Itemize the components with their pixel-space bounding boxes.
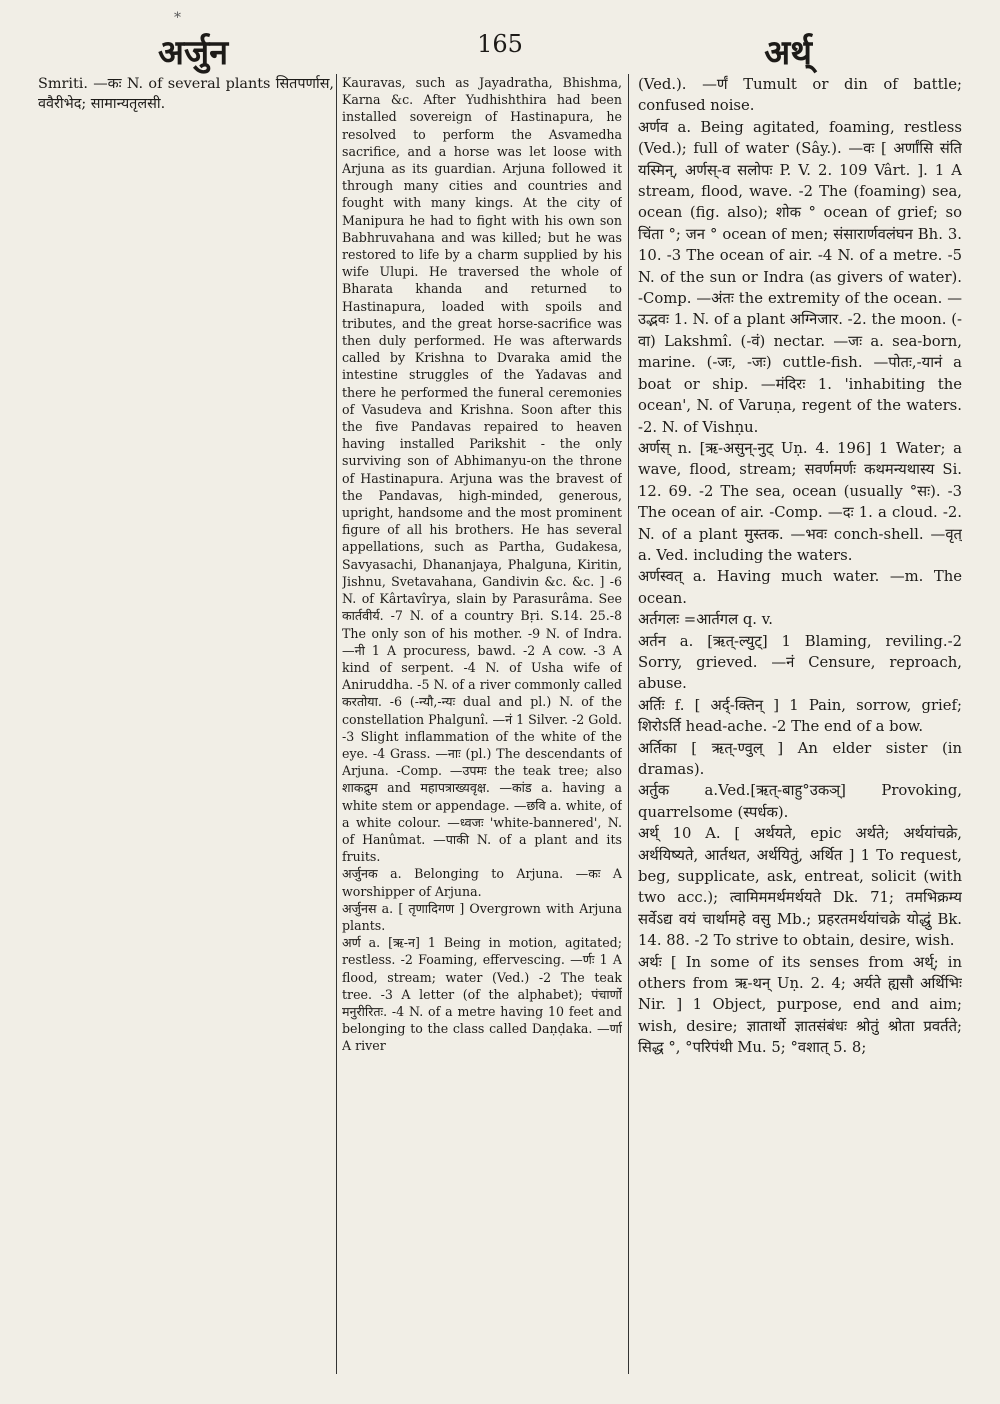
running-headword-left: अर्जुन bbox=[158, 33, 229, 73]
entry: अर्ण a. [ऋ-न] 1 Being in motion, agitated; restless. -2 Foaming, effervescing. —र्णः 1 A flood, stream; water (Ved.) -2 The teak tree. -3 A letter (of the alphabet); पंचार्णो मनुरीरितः. -4 N. of a metre having 10 feet and belonging to the class called Daṇḍaka. —र्णा A river bbox=[342, 935, 622, 1054]
column-3 bbox=[638, 74, 962, 1374]
page-number: 165 bbox=[477, 30, 523, 58]
entry: अर्तिका [ ऋत्-ण्वुल् ] An elder sister (in dramas). bbox=[638, 739, 962, 778]
entry: अर्जुनस a. [ तृणादिगण ] Overgrown with Arjuna plants. bbox=[342, 900, 622, 933]
entry: अर्थ् 10 A. [ अर्थयते, epic अर्थते; अर्थयांचक्रे, अर्थयिष्यते, आर्तथत, अर्थयितुं, अर्थित ] 1 To request, beg, supplicate, ask, entreat, solicit (with two acc.); त्वामिममर्थमर्थयते Dk. 71; तमभिक्रम्य सर्वेऽद्य वयं चार्थामहे वसु Mb.; प्रहरतमर्थयांचक्रे योद्धुं Bk. 14. 88. -2 To strive to obtain, desire, wish. bbox=[638, 825, 962, 950]
entry: अर्तुक a.Ved.[ऋत्-बाहु°उकञ्] Provoking, quarrelsome (स्पर्धक). bbox=[638, 782, 962, 821]
entry: (Ved.). —र्णं Tumult or din of battle; confused noise. bbox=[638, 76, 962, 115]
entry: अर्णस्वत् a. Having much water. —m. The ocean. bbox=[638, 568, 962, 607]
page-header bbox=[38, 10, 962, 74]
column-divider bbox=[628, 74, 629, 1374]
entry: अर्णस् n. [ऋ-असुन्-नुट् Uṇ. 4. 196] 1 Water; a wave, flood, stream; सवर्णमर्णः कथमन्यथास्य Si. 12. 69. -2 The sea, ocean (usually °सः). -3 The ocean of air. -Comp. —दः 1. a cloud. -2. N. of a plant मुस्तक. —भवः conch-shell. —वृत् a. Ved. including the waters. bbox=[638, 439, 962, 564]
column-divider bbox=[336, 74, 337, 1374]
print-mark: * bbox=[174, 10, 181, 26]
entry: Smriti. —कः N. of several plants सितपर्णास, ववैरीभेद; सामान्यतृलसी. bbox=[38, 76, 334, 113]
column-1 bbox=[38, 74, 334, 1374]
entry: अर्तगलः =आर्तगल q. v. bbox=[638, 611, 774, 629]
entry: Kauravas, such as Jayadratha, Bhishma, Karna &c. After Yudhishthira had been installed sovereign of Hastinapura, he resolved to perform the Asvamedha sacrifice, and a horse was let loose with Arjuna as its guardian. Arjuna followed it through many cities and countries and fought with many kings. At the city of Manipura he had to fight with his own son Babhruvahana and was killed; but he was restored to life by a charm supplied by his wife Ulupi. He traversed the whole of Bharata khanda and returned to Hastinapura, loaded with spoils and tributes, and the great horse-sacrifice was then duly performed. He was afterwards called by Krishna to Dvaraka amid the intestine struggles of the Yadavas and there he performed the funeral ceremonies of Vasudeva and Krishna. Soon after this the five Pandavas repaired to heaven having installed Parikshit - the only surviving son of Abhimanyu-on the throne of Hastinapura. Arjuna was the bravest of the Pandavas, high-minded, generous, upright, handsome and the most prominent figure of all his brothers. He has several appellations, such as Partha, Gudakesa, Savyasachi, Dhananjaya, Phalguna, Kiritin, Jishnu, Svetavahana, Gandivin &c. &c. ] -6 N. of Kârtavîrya, slain by Parasurâma. See कार्तवीर्य. -7 N. of a country Bṛi. S.14. 25.-8 The only son of his mother. -9 N. of Indra. —नी 1 A procuress, bawd. -2 A cow. -3 A kind of serpent. -4 N. of Usha wife of Aniruddha. -5 N. of a river commonly called करतोया. -6 (-न्यौ,-न्यः dual and pl.) N. of the constellation Phalgunî. —नं 1 Silver. -2 Gold. -3 Slight inflammation of the white of the eye. -4 Grass. —नाः (pl.) The descendants of Arjuna. -Comp. —उपमः the teak tree; also शाकद्रुम and महापत्राख्यवृक्ष. —कांड a. having a white stem or appendage. —छवि a. white, of a white colour. —ध्वजः 'white-bannered', N. of Hanûmat. —पाकी N. of a plant and its fruits. bbox=[342, 75, 622, 865]
entry: अर्तिः f. [ अर्द्-क्तिन् ] 1 Pain, sorrow, grief; शिरोऽर्ति head-ache. -2 The end of a bow. bbox=[638, 696, 962, 736]
entry: अर्तन a. [ऋत्-ल्युट्] 1 Blaming, reviling.-2 Sorry, grieved. —नं Censure, reproach, abuse. bbox=[638, 632, 962, 693]
entry: अर्णव a. Being agitated, foaming, restless (Ved.); full of water (Sây.). —वः [ अर्णांसि संति यस्मिन्, अर्णस्-व सलोपः P. V. 2. 109 Vârt. ]. 1 A stream, flood, wave. -2 The (foaming) sea, ocean (fig. also); शोक ° ocean of grief; so चिंता °; जन ° ocean of men; संसारार्णवलंघन Bh. 3. 10. -3 The ocean of air. -4 N. of a metre. -5 N. of the sun or Indra (as givers of water). -Comp. —अंतः the extremity of the ocean. —उद्भवः 1. N. of a plant अग्निजार. -2. the moon. (-वा) Lakshmî. (-वं) nectar. —जः a. sea-born, marine. (-जः, -जः) cuttle-fish. —पोतः,-यानं a boat or ship. —मंदिरः 1. 'inhabiting the ocean', N. of Varuṇa, regent of the waters. -2. N. of Vishṇu. bbox=[638, 118, 962, 436]
dictionary-columns bbox=[38, 74, 962, 1374]
entry: अर्जुनक a. Belonging to Arjuna. —कः A worshipper of Arjuna. bbox=[342, 866, 622, 899]
running-headword-right: अर्थ् bbox=[764, 33, 812, 73]
entry: अर्थः [ In some of its senses from अर्थ्; in others from ऋ-थन् Uṇ. 2. 4; अर्यते ह्यसौ अर्थिभिः Nir. ] 1 Object, purpose, end and aim; wish, desire; ज्ञातार्थो ज्ञातसंबंधः श्रोतुं श्रोता प्रवर्तते; सिद्ध °, °परिपंथी Mu. 5; °वशात् 5. 8; bbox=[638, 953, 962, 1057]
column-2 bbox=[342, 74, 622, 1374]
